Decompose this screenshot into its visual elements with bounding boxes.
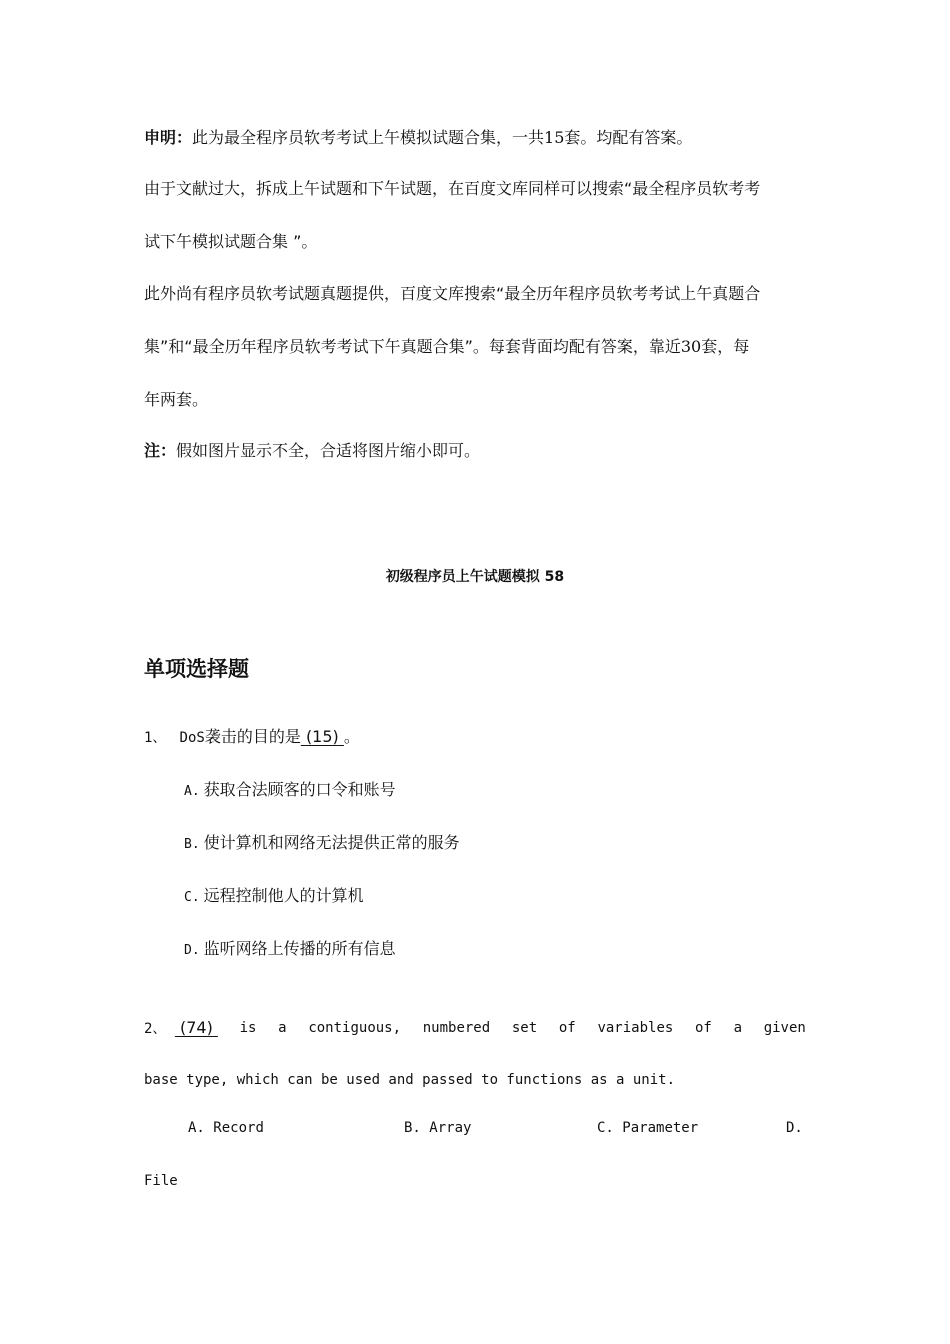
word: given [763,1020,806,1036]
word: is [239,1020,257,1036]
para3-count: 30 [680,337,702,356]
question-1-stem [144,727,360,748]
para2-line1: 由于文献过大，拆成上午试题和下午试题，在百度文库同样可以搜索“最全程序员软考考 [144,179,761,198]
note-paragraph [144,441,480,461]
statement-label: 申明： [144,128,193,147]
question-1-option-b [184,833,460,855]
question-1-option-a [184,780,396,802]
option-text: Record [213,1120,264,1136]
statement-count: 15 [544,128,565,147]
statement-paragraph [144,128,692,148]
question-2-line1 [144,1018,806,1039]
question-2-option-d-text: File [144,1173,178,1189]
question-2-blank-text: (74) [179,1018,213,1037]
option-label: C. [184,890,200,905]
option-text: Parameter [622,1120,699,1136]
question-1-text: 袭击的目的是 [204,727,301,746]
question-1-blank [301,727,344,746]
option-text: 监听网络上传播的所有信息 [203,939,396,958]
question-2-line2: base type, which can be used and passed to functions as a unit. [144,1072,676,1088]
word: a [733,1020,742,1036]
question-2-number: 2、 [144,1021,167,1037]
question-2-option-a [188,1118,264,1138]
word: of [558,1020,576,1036]
option-label: B. [184,837,200,852]
option-text: 使计算机和网络无法提供正常的服务 [203,833,460,852]
question-1-prefix: DoS [179,730,205,746]
option-label: C. [597,1120,614,1136]
word: of [695,1020,712,1036]
para3-line2-b: 套，每 [701,337,750,356]
question-2-option-c [597,1118,698,1138]
option-label: A. [184,784,200,799]
word: variables [597,1020,674,1036]
question-1-suffix: 。 [343,727,360,746]
question-1-blank-text: (15) [305,727,339,746]
question-1-number: 1、 [144,730,167,746]
statement-text-a: 此为最全程序员软考考试上午模拟试题合集，一共 [192,128,545,147]
word: contiguous, [308,1020,402,1036]
para3-line1: 此外尚有程序员软考试题真题提供，百度文库搜索“最全历年程序员软考考试上午真题合 [144,284,761,303]
note-text: 假如图片显示不全，合适将图片缩小即可。 [176,441,481,460]
option-text: 获取合法顾客的口令和账号 [203,780,396,799]
option-label: A. [188,1120,205,1136]
exam-title: 初级程序员上午试题模拟 58 [385,569,565,585]
option-label: B. [404,1120,421,1136]
question-2-option-d-label: D. [786,1120,803,1136]
question-2-blank [175,1018,218,1037]
statement-text-b: 套。均配有答案。 [564,128,693,147]
word: a [278,1020,287,1036]
word: set [511,1020,538,1036]
question-2-lead [144,1018,218,1039]
para3-line3: 年两套。 [144,390,209,409]
note-label: 注： [144,441,177,460]
option-label: D. [184,943,200,958]
section-heading: 单项选择题 [144,657,249,681]
para2-line2: 试下午模拟试题合集 ”。 [144,232,318,251]
question-1-option-c [184,886,364,908]
question-1-option-d [184,939,396,961]
para3-line2-a: 集”和“最全历年程序员软考考试下午真题合集”。每套背面均配有答案，靠近 [144,337,681,356]
word: numbered [422,1020,491,1036]
option-text: Array [429,1120,472,1136]
option-text: 远程控制他人的计算机 [203,886,364,905]
question-2-option-b [404,1118,471,1138]
para3-line2 [144,337,749,357]
